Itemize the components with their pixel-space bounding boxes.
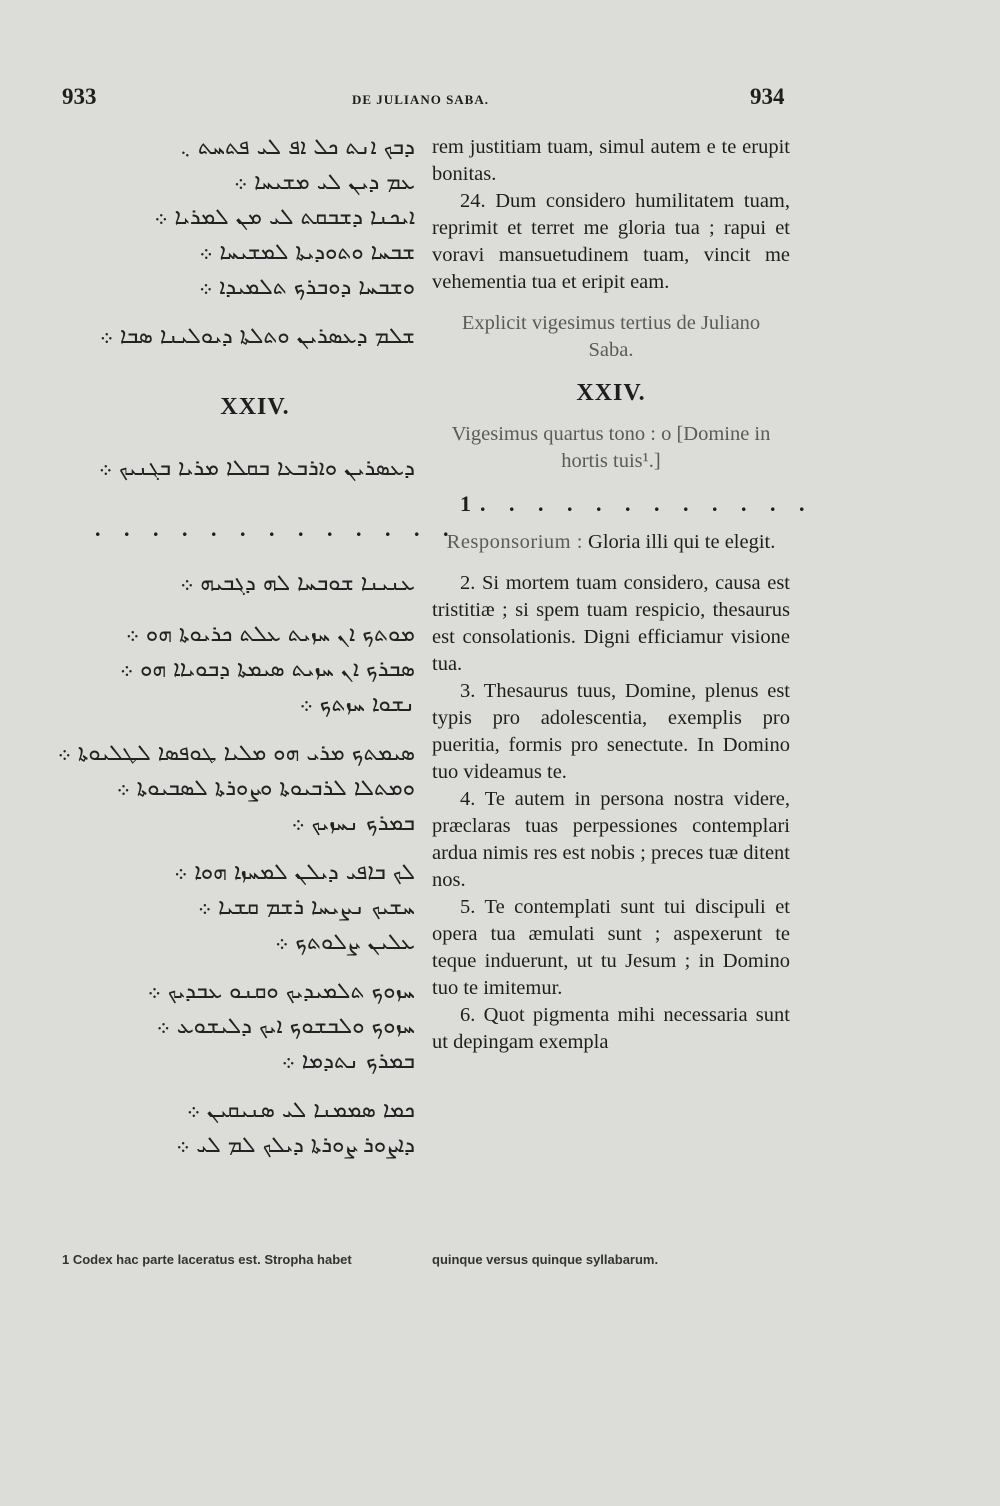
responsorium-text: Gloria illi qui te elegit. [588,531,776,553]
syriac-line: ܥܠܝܢ ܨܠܘܬܟ ܀ [275,930,415,955]
page-number-right: 934 [750,84,785,109]
section-heading-syriac: XXIV. [220,394,290,420]
syriac-line: ܘܡܬܠܐ ܠܪܒܝܘܬܐ ܘܨܘܪܬܐ ܠܣܒܝܘܬܐ ܀ [116,776,415,801]
footnote-left: 1 Codex hac parte laceratus est. Stropha habet [62,1252,352,1267]
paragraph-5: 5. Te contemplati sunt tui discipuli et opera tua æmulati sunt ; aspexerunt te teque induerunt, ut tu Jesum ; in Domino tuo te imitemur. [432,896,790,999]
paragraph-6: 6. Quot pigmenta mihi necessaria sunt ut depingam exempla [432,1004,790,1053]
syriac-line: ܟܡܐ ܣܡܡܢܐ ܠܝ ܣܢܝܩܝܢ ܀ [186,1098,415,1123]
latin-column [432,134,814,1056]
syriac-line: ܐܝܟܢܐ ܕܫܒܩܬ ܠܝ ܡܢ ܠܡܪܝܐ ܀ [154,205,415,230]
syriac-line: ܠܟ ܒܐܦܝ ܕܝܠܢ ܠܡܚܙܐ ܗܘܐ ܀ [174,860,415,885]
syriac-block-4 [57,736,415,841]
paragraph-4: 4. Te autem in persona nostra videre, præclaras tuas perpessiones contemplari ardua nimis res est nobis ; preces tuæ ditent nos. [432,788,790,891]
lacuna-dots-right: 1. . . . . . . . . . . . [460,491,814,516]
running-title: DE JULIANO SABA. [352,92,489,107]
syriac-line: ܚܫܝܟ ܢܨܝܚܐ ܪܫܡ ܩܫܝܐ ܀ [197,895,415,920]
syriac-block-5 [95,855,415,960]
syriac-line: ܡܘܬܟ ܐܢ ܚܙܝܬ ܥܠܬ ܟܪܝܘܬܐ ܗܘ ܀ [125,622,415,647]
explicit-line: Explicit vigesimus tertius de Juliano Saba. [461,312,761,361]
syriac-block-1 [95,130,415,354]
syriac-line: ܥܡ ܕܝܢ ܠܝ ܡܫܝܚܐ ܀ [233,170,415,195]
syriac-line: ܘܫܒܚܐ ܕܘܒܪܟ ܬܠܡܝܕܐ ܀ [199,275,415,300]
page-number-left: 933 [62,84,97,109]
section-subtitle: Vigesimus quartus tono : o [Domine in hortis tuis¹.] [451,423,771,472]
syriac-line: ܒܡܪܟ ܢܚܙܝܟ ܀ [291,811,415,836]
syriac-block-3 [95,617,415,722]
syriac-line: ܫܠܡ ܕܥܣܪܝܢ ܘܬܠܬܐ ܕܝܘܠܝܢܐ ܣܒܐ ܀ [99,324,415,349]
syriac-block-7 [95,1093,415,1163]
paragraph-2: 2. Si mortem tuam considero, causa est tristitiæ ; si spem tuam respicio, thesaurus est consolationis. Digni efficiamur visione tua. [432,572,790,675]
section-heading-latin: XXIV. [576,380,646,406]
syriac-line: ܣܒܪܟ ܐܢ ܚܙܝܬ ܣܝܡܬܐ ܕܒܘܝܐܐ ܗܘ ܀ [119,657,415,682]
paragraph-23-end: rem justitiam tuam, simul autem e te erupit bonitas. [432,136,790,185]
syriac-line: ܢܫܘܐ ܚܙܬܟ ܀ [299,692,415,717]
paragraph-3: 3. Thesaurus tuus, Domine, plenus est typis pro adolescentia, exemplis pro pueritia, formis pro senectute. In Domino tuo videamus te. [432,680,790,783]
syriac-line: ܒܡܪܟ ܢܬܕܡܐ ܀ [281,1049,415,1074]
lacuna-dots-left: . . . . . . . . . . . . . [95,516,458,541]
footnote-right: quinque versus quinque syllabarum. [432,1252,659,1267]
responsorium-label: Responsorium : [446,531,583,553]
syriac-responsorium: ܥܢܝܢܐ ܫܘܒܚܐ ܠܗ ܕܓܒܝܗ ܀ [180,571,415,596]
syriac-line: ܫܒܚܐ ܘܬܘܕܝܬܐ ܠܡܫܝܚܐ ܀ [199,240,415,265]
syriac-line: ܚܙܘܟ ܬܠܡܝܕܝܟ ܘܩܢܘ ܥܒܕܝܟ ܀ [147,979,415,1004]
syriac-column [57,130,458,1163]
syriac-line: ܚܙܘܟ ܘܠܒܫܘܟ ܐܝܟ ܕܠܝܫܘܥ ܀ [156,1014,415,1039]
syriac-block-6 [95,974,415,1079]
syriac-line: ܕܐܨܘܪ ܨܘܪܬܐ ܕܝܠܟ ܠܡ ܠܝ ܀ [176,1133,415,1158]
paragraph-24: 24. Dum considero humilitatem tuam, reprimit et terret me gloria tua ; rapui et voravi mansuetudinem tuam, vincit me vehementia tua et eripit eam. [432,190,790,293]
syriac-line: ܣܝܡܬܟ ܡܪܝ ܗܘ ܡܠܝܐ ܛܘܦܣܐ ܠܛܠܝܘܬܐ ܀ [57,741,415,766]
responsorium [432,529,790,556]
syriac-subtitle: ܕܥܣܪܝܢ ܘܐܪܒܥܐ ܒܩܠܐ ܡܪܝܐ ܒܓܢܝܟ ܀ [98,456,415,481]
syriac-line: ܕܒܟ ܐܢܬ ܟܠ ܐܦ ܠܝ ܦܬܚܬ ܆ [179,135,415,160]
